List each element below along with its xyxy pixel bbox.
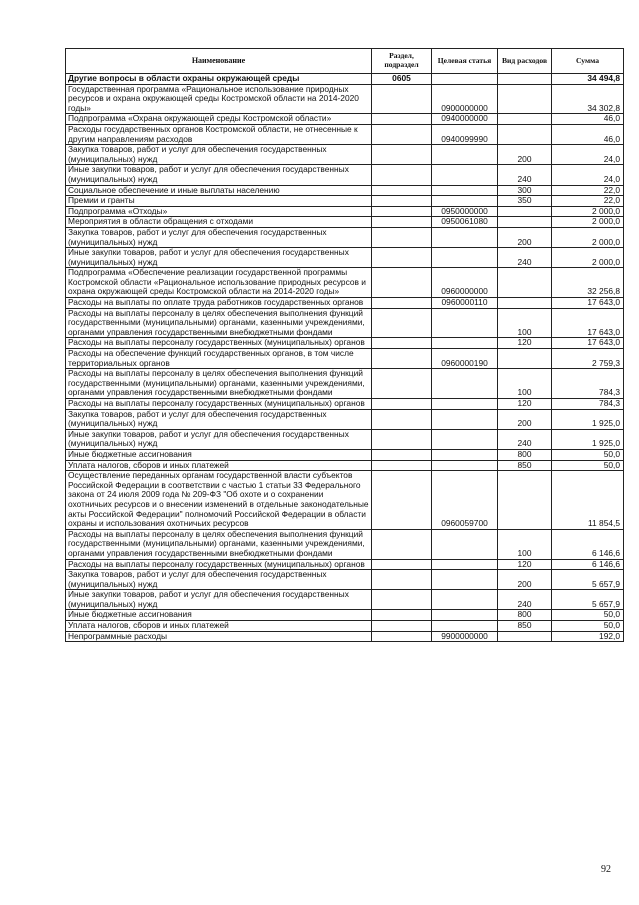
cell-name: Закупка товаров, работ и услуг для обеспечения государственных (муниципальных) нужд [66,227,372,247]
cell-amount: 2 000,0 [552,248,624,268]
cell-name: Подпрограмма «Отходы» [66,206,372,217]
cell-target [432,610,498,621]
cell-name: Подпрограмма «Охрана окружающей среды Костромской области» [66,114,372,125]
cell-amount: 46,0 [552,124,624,144]
cell-target: 0940099990 [432,124,498,144]
cell-section [372,399,432,410]
cell-type: 100 [498,369,552,399]
table-row [66,84,624,114]
cell-amount: 2 000,0 [552,227,624,247]
cell-section [372,559,432,570]
cell-amount: 46,0 [552,114,624,125]
cell-type: 200 [498,227,552,247]
cell-target [432,460,498,471]
cell-section [372,227,432,247]
table-row [66,227,624,247]
table-row [66,429,624,449]
cell-section [372,145,432,165]
table-row [66,298,624,309]
table-row [66,145,624,165]
cell-type: 300 [498,185,552,196]
cell-section [372,84,432,114]
cell-type [498,268,552,298]
cell-type: 850 [498,621,552,632]
table-row [66,114,624,125]
cell-type: 100 [498,308,552,338]
cell-section [372,621,432,632]
cell-amount: 50,0 [552,621,624,632]
cell-amount: 17 643,0 [552,298,624,309]
cell-amount: 5 657,9 [552,570,624,590]
table-row [66,621,624,632]
header-target: Целевая статья [432,49,498,74]
cell-name: Другие вопросы в области охраны окружающей среды [66,74,372,85]
cell-target [432,369,498,399]
cell-target [432,399,498,410]
cell-target [432,145,498,165]
cell-amount: 2 000,0 [552,217,624,228]
cell-target [432,185,498,196]
table-row [66,74,624,85]
cell-amount: 34 302,8 [552,84,624,114]
cell-type: 350 [498,196,552,207]
cell-section [372,349,432,369]
cell-target: 0950000000 [432,206,498,217]
cell-target [432,227,498,247]
cell-target [432,559,498,570]
cell-target [432,429,498,449]
header-type: Вид расходов [498,49,552,74]
cell-name: Расходы на выплаты персоналу в целях обеспечения выполнения функций государственными (муниципальными) органами, казенными учреждениями, органами управления государственными внебюджетными фондами [66,529,372,559]
table-row [66,449,624,460]
cell-amount: 22,0 [552,196,624,207]
cell-target [432,529,498,559]
table-header-row [66,49,624,74]
cell-section [372,590,432,610]
table-row [66,610,624,621]
cell-name: Закупка товаров, работ и услуг для обеспечения государственных (муниципальных) нужд [66,409,372,429]
table-row [66,529,624,559]
cell-amount: 32 256,8 [552,268,624,298]
cell-section [372,471,432,530]
cell-amount: 784,3 [552,369,624,399]
table-row [66,349,624,369]
cell-target: 0960000000 [432,268,498,298]
cell-target [432,338,498,349]
cell-type [498,217,552,228]
cell-section [372,217,432,228]
cell-type: 120 [498,559,552,570]
cell-name: Иные закупки товаров, работ и услуг для обеспечения государственных (муниципальных) нужд [66,248,372,268]
cell-amount: 784,3 [552,399,624,410]
cell-target: 9900000000 [432,631,498,642]
cell-name: Расходы на обеспечение функций государственных органов, в том числе территориальных органов [66,349,372,369]
table-row [66,248,624,268]
cell-target [432,308,498,338]
table-row [66,124,624,144]
cell-section [372,369,432,399]
header-section: Раздел, подраздел [372,49,432,74]
cell-name: Иные бюджетные ассигнования [66,449,372,460]
cell-name: Расходы на выплаты персоналу в целях обеспечения выполнения функций государственными (муниципальными) органами, казенными учреждениями, органами управления государственными внебюджетными фондами [66,308,372,338]
cell-name: Расходы государственных органов Костромской области, не отнесенные к другим направлениям расходов [66,124,372,144]
cell-section [372,165,432,185]
cell-target: 0960000110 [432,298,498,309]
cell-amount: 6 146,6 [552,559,624,570]
cell-name: Иные закупки товаров, работ и услуг для обеспечения государственных (муниципальных) нужд [66,165,372,185]
table-row [66,631,624,642]
table-row [66,460,624,471]
cell-type [498,124,552,144]
cell-name: Расходы на выплаты персоналу государственных (муниципальных) органов [66,338,372,349]
cell-section [372,185,432,196]
cell-amount: 50,0 [552,449,624,460]
table-row [66,308,624,338]
cell-target [432,570,498,590]
cell-amount: 2 759,3 [552,349,624,369]
cell-amount: 50,0 [552,460,624,471]
cell-name: Социальное обеспечение и иные выплаты населению [66,185,372,196]
cell-type: 200 [498,409,552,429]
cell-amount: 17 643,0 [552,338,624,349]
table-row [66,471,624,530]
cell-section [372,529,432,559]
cell-section [372,460,432,471]
cell-target [432,621,498,632]
cell-amount: 192,0 [552,631,624,642]
cell-type: 240 [498,590,552,610]
cell-name: Расходы на выплаты персоналу государственных (муниципальных) органов [66,399,372,410]
cell-name: Иные закупки товаров, работ и услуг для обеспечения государственных (муниципальных) нужд [66,590,372,610]
cell-type: 120 [498,399,552,410]
cell-name: Иные закупки товаров, работ и услуг для обеспечения государственных (муниципальных) нужд [66,429,372,449]
cell-type [498,84,552,114]
cell-amount: 6 146,6 [552,529,624,559]
budget-table [65,48,624,642]
cell-type [498,114,552,125]
cell-name: Осуществление переданных органам государственной власти субъектов Российской Федерации в соответствии с частью 1 статьи 33 Федерального закона от 24 июля 2009 года № 209-ФЗ "Об охоте и о сохранении охотничьих ресурсов и о внесении изменений в отдельные законодательные акты Российской Федерации" полномочий Российской Федерации в области охраны и использования охотничьих ресурсов [66,471,372,530]
cell-target [432,165,498,185]
cell-name: Иные бюджетные ассигнования [66,610,372,621]
cell-type: 800 [498,610,552,621]
table-row [66,206,624,217]
cell-section [372,248,432,268]
cell-type: 240 [498,248,552,268]
cell-target: 0960000190 [432,349,498,369]
table-row [66,559,624,570]
cell-name: Непрограммные расходы [66,631,372,642]
cell-target [432,74,498,85]
cell-amount: 11 854,5 [552,471,624,530]
cell-target [432,449,498,460]
cell-name: Закупка товаров, работ и услуг для обеспечения государственных (муниципальных) нужд [66,570,372,590]
header-amount: Сумма [552,49,624,74]
cell-type: 240 [498,165,552,185]
table-row [66,165,624,185]
cell-amount: 22,0 [552,185,624,196]
cell-name: Закупка товаров, работ и услуг для обеспечения государственных (муниципальных) нужд [66,145,372,165]
cell-type: 200 [498,570,552,590]
cell-section [372,610,432,621]
cell-type [498,349,552,369]
cell-section [372,298,432,309]
cell-amount: 24,0 [552,165,624,185]
cell-name: Уплата налогов, сборов и иных платежей [66,621,372,632]
cell-section [372,206,432,217]
cell-amount: 1 925,0 [552,429,624,449]
budget-table-container [65,48,623,642]
cell-name: Расходы на выплаты персоналу государственных (муниципальных) органов [66,559,372,570]
cell-section [372,570,432,590]
cell-target: 0900000000 [432,84,498,114]
cell-section [372,196,432,207]
table-row [66,185,624,196]
table-row [66,369,624,399]
cell-target: 0940000000 [432,114,498,125]
cell-amount: 24,0 [552,145,624,165]
table-row [66,196,624,207]
cell-amount: 17 643,0 [552,308,624,338]
cell-target [432,590,498,610]
cell-section: 0605 [372,74,432,85]
table-body [66,74,624,642]
cell-section [372,268,432,298]
cell-type: 240 [498,429,552,449]
cell-section [372,409,432,429]
page-number: 92 [601,864,611,875]
cell-target: 0950061080 [432,217,498,228]
table-row [66,268,624,298]
cell-type [498,206,552,217]
cell-target: 0960059700 [432,471,498,530]
cell-type: 100 [498,529,552,559]
cell-name: Государственная программа «Рациональное использование природных ресурсов и охрана окружающей среды Костромской области на 2014-2020 годы» [66,84,372,114]
cell-name: Расходы на выплаты персоналу в целях обеспечения выполнения функций государственными (муниципальными) органами, казенными учреждениями, органами управления государственными внебюджетными фондами [66,369,372,399]
cell-amount: 50,0 [552,610,624,621]
cell-type: 800 [498,449,552,460]
cell-section [372,308,432,338]
cell-amount: 34 494,8 [552,74,624,85]
cell-target [432,409,498,429]
cell-type: 120 [498,338,552,349]
cell-type [498,471,552,530]
cell-target [432,248,498,268]
header-name: Наименование [66,49,372,74]
cell-target [432,196,498,207]
table-row [66,399,624,410]
cell-name: Премии и гранты [66,196,372,207]
cell-type: 200 [498,145,552,165]
cell-section [372,449,432,460]
cell-name: Уплата налогов, сборов и иных платежей [66,460,372,471]
cell-amount: 2 000,0 [552,206,624,217]
cell-section [372,114,432,125]
cell-section [372,631,432,642]
cell-type [498,74,552,85]
cell-amount: 5 657,9 [552,590,624,610]
table-row [66,217,624,228]
cell-section [372,338,432,349]
cell-type: 850 [498,460,552,471]
table-row [66,570,624,590]
cell-type [498,298,552,309]
cell-name: Подпрограмма «Обеспечение реализации государственной программы Костромской области «Рациональное использование природных ресурсов и охрана окружающей среды Костромской области на 2014-2020 годы» [66,268,372,298]
cell-section [372,429,432,449]
cell-name: Мероприятия в области обращения с отходами [66,217,372,228]
cell-section [372,124,432,144]
cell-amount: 1 925,0 [552,409,624,429]
table-row [66,409,624,429]
table-row [66,590,624,610]
cell-type [498,631,552,642]
table-row [66,338,624,349]
cell-name: Расходы на выплаты по оплате труда работников государственных органов [66,298,372,309]
